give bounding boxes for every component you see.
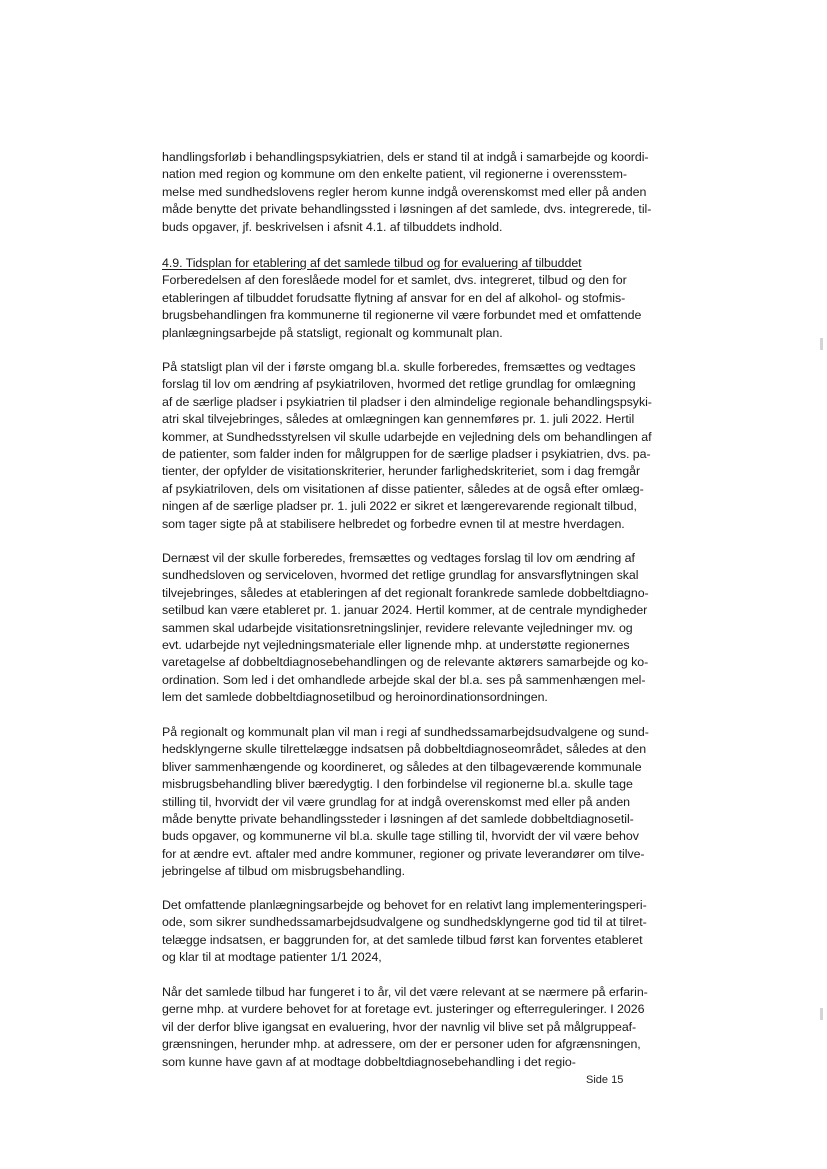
text-line: som kunne have gavn af at modtage dobbeltdiagnosebehandling i det regio- [162, 1054, 576, 1069]
text-line: varetagelse af dobbeltdiagnosebehandlingen og de relevante aktørers samarbejde og ko- [162, 655, 649, 670]
text-line: ningen af de særlige pladser pr. 1. juli 2022 er sikret et længerevarende regionalt tilbud, [162, 499, 637, 514]
text-line: hedsklyngerne skulle tilrettelægge indsatsen på dobbeltdiagnoseområdet, således at den [162, 742, 647, 757]
text-line: lem det samlede dobbeltdiagnosetilbud og heroinordinationsordningen. [162, 690, 548, 705]
scan-mark [820, 1008, 823, 1020]
text-line: sammen skal udarbejde visitationsretningslinjer, revidere relevante vejledninger mv. og [162, 620, 633, 635]
text-line: ode, som sikrer sundhedssamarbejdsudvalgene og sundhedsklyngerne god tid til at tilret- [162, 915, 647, 930]
text-line: grænsningen, herunder mhp. at adressere, om der er personer uden for afgrænsningen, [162, 1037, 641, 1052]
text-line: gerne mhp. at vurdere behovet for at foretage evt. justeringer og efterreguleringer. I 2026 [162, 1002, 645, 1017]
text-line: bliver sammenhængende og koordineret, og således at den tilbageværende kommunale [162, 759, 642, 774]
text-line: misbrugsbehandling bliver bæredygtig. I den forbindelse vil regionerne bl.a. skulle tage [162, 777, 633, 792]
text-line: brugsbehandlingen fra kommunerne til regionerne vil være forbundet med et omfattende [162, 308, 642, 323]
section-heading: 4.9. Tidsplan for etablering af det samlede tilbud og for evaluering af tilbuddet [162, 256, 582, 270]
text-line: melse med sundhedslovens regler herom kunne indgå overenskomst med eller på anden [162, 184, 647, 199]
text-line: som tager sigte på at stabilisere helbredet og forbedre evnen til at mestre hverdagen. [162, 516, 625, 531]
text-line: tilvejebringes, således at etableringen af det regionalt forankrede samlede dobbeltdiagno- [162, 585, 649, 600]
text-line: tienter, der opfylder de visitationskriterier, herunder farlighedskriteriet, som i dag fremgår [162, 464, 641, 479]
text-line: kommer, at Sundhedsstyrelsen vil skulle udarbejde en vejledning dels om behandlingen af [162, 429, 652, 444]
text-line: sundhedsloven og serviceloven, hvormed det retlige grundlag for ansvarsflytningen skal [162, 568, 639, 583]
text-line: Det omfattende planlægningsarbejde og behovet for en relativt lang implementeringsperi- [162, 898, 647, 912]
text-line: jebringelse af tilbud om misbrugsbehandling. [162, 864, 406, 879]
paragraph-5 [162, 724, 660, 881]
text-line: og klar til at modtage patienter 1/1 2024, [162, 950, 382, 965]
text-line: etableringen af tilbuddet forudsatte flytning af ansvar for en del af alkohol- og stofmis- [162, 290, 626, 305]
text-line: buds opgaver, jf. beskrivelsen i afsnit 4.1. af tilbuddets indhold. [162, 219, 503, 234]
text-line: Forberedelsen af den foreslåede model for et samlet, dvs. integreret, tilbud og den for [162, 273, 627, 288]
text-line: evt. udarbejde nyt vejledningsmateriale eller lignende mhp. at understøtte regionernes [162, 637, 630, 652]
paragraph-7 [162, 984, 660, 1071]
text-line: for at ændre evt. aftaler med andre kommuner, regioner og private leverandører om tilve- [162, 846, 645, 861]
text-line: måde benytte det private behandlingssted i løsningen af det samlede, dvs. integrerede, til- [162, 202, 652, 217]
paragraph-1 [162, 149, 660, 236]
text-line: På statsligt plan vil der i første omgang bl.a. skulle forberedes, fremsættes og vedtages [162, 360, 636, 374]
text-line: forslag til lov om ændring af psykiatriloven, hvormed det retlige grundlag for omlægning [162, 377, 636, 392]
text-line: stilling til, hvorvidt der vil være grundlag for at indgå overenskomst med eller på anden [162, 794, 631, 809]
paragraph-4 [162, 550, 660, 707]
paragraph-6 [162, 897, 660, 967]
text-line: planlægningsarbejde på statsligt, regionalt og kommunalt plan. [162, 325, 503, 340]
text-line: setilbud kan være etableret pr. 1. januar 2024. Hertil kommer, at de centrale myndigheder [162, 603, 648, 618]
text-line: Dernæst vil der skulle forberedes, fremsættes og vedtages forslag til lov om ændring af [162, 551, 635, 565]
section-4-9 [162, 255, 660, 342]
text-line: måde benytte private behandlingssteder i løsningen af det samlede dobbeltdiagnosetil- [162, 811, 634, 826]
text-line: handlingsforløb i behandlingspsykiatrien, dels er stand til at indgå i samarbejde og koordi- [162, 150, 649, 164]
text-line: buds opgaver, og kommunerne vil bl.a. skulle tage stilling til, hvorvidt der vil være behov [162, 829, 639, 844]
text-line: nation med region og kommune om den enkelte patient, vil regionerne i overensstem- [162, 167, 627, 182]
paragraph-3 [162, 359, 660, 533]
text-line: de patienter, som falder inden for målgruppen for de særlige pladser i psykiatrien, dvs. pa- [162, 446, 651, 461]
text-line: vil der derfor blive igangsat en evaluering, hvor der navnlig vil blive set på målgruppeaf- [162, 1019, 637, 1034]
page-number: Side 15 [586, 1074, 624, 1086]
text-line: atri skal tilvejebringes, således at omlægningen kan gennemføres pr. 1. juli 2022. Hertil [162, 412, 635, 427]
text-line: af de særlige pladser i psykiatrien til pladser i den almindelige regionale behandlingspsyki- [162, 394, 652, 409]
text-line: af psykiatriloven, dels om visitationen af disse patienter, således at de også efter omlæg- [162, 481, 644, 496]
scan-mark [820, 338, 823, 350]
text-line: På regionalt og kommunalt plan vil man i regi af sundhedssamarbejdsudvalgene og sund- [162, 725, 649, 739]
text-line: Når det samlede tilbud har fungeret i to år, vil det være relevant at se nærmere på erfarin- [162, 985, 648, 999]
text-line: telægge indsatsen, er baggrunden for, at det samlede tilbud først kan forventes etableret [162, 932, 643, 947]
text-line: ordination. Som led i det omhandlede arbejde skal der bl.a. ses på sammenhængen mel- [162, 672, 646, 687]
